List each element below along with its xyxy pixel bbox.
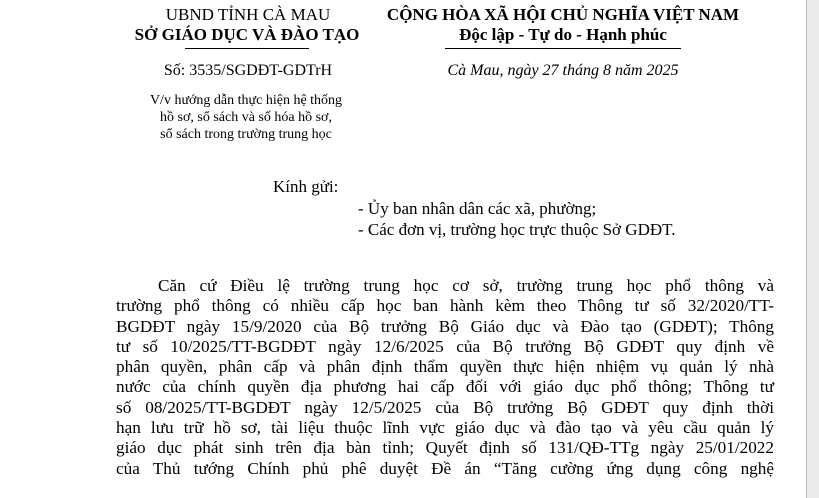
national-motto: Độc lập - Tự do - Hạnh phúc <box>459 25 667 44</box>
document-number: Số: 3535/SGDĐT-GDTrH <box>163 62 333 79</box>
national-title: CỘNG HÒA XÃ HỘI CHỦ NGHĨA VIỆT NAM <box>386 5 740 24</box>
body-line: hạn lưu trữ hồ sơ, tài liệu thuộc lĩnh vực giáo dục và đào tạo và yêu cầu quản lý <box>116 418 774 438</box>
subject-line: V/v hướng dẫn thực hiện hệ thống <box>149 93 343 108</box>
body-line: trường phổ thông có nhiều cấp học ban hành kèm theo Thông tư số 32/2020/TT- <box>116 296 774 316</box>
body-line: giáo dục phát sinh trên địa bàn tỉnh; Quyết định số 131/QĐ-TTg ngày 25/01/2022 <box>116 438 774 458</box>
body-line: của Thủ tướng Chính phủ phê duyệt Đề án “Tăng cường ứng dụng công nghệ <box>116 458 774 478</box>
department-underline <box>185 48 309 49</box>
body-line: nước của chính quyền địa phương hai cấp đối với giáo dục phổ thông; Thông tư <box>116 377 774 397</box>
motto-underline <box>445 48 681 49</box>
department-name: SỞ GIÁO DỤC VÀ ĐÀO TẠO <box>134 25 360 44</box>
viewer-gutter <box>807 0 819 498</box>
body-line: phân quyền, phân cấp và phân định thẩm quyền thực hiện nhiệm vụ quản lý nhà <box>116 357 774 377</box>
body-line: BGDĐT ngày 15/9/2020 của Bộ trưởng Bộ Giáo dục và Đào tạo (GDĐT); Thông <box>116 316 774 336</box>
body-paragraph <box>116 276 774 479</box>
recipient-item: - Các đơn vị, trường học trực thuộc Sở GDĐT. <box>358 220 676 239</box>
recipient-item: - Ủy ban nhân dân các xã, phường; <box>358 199 597 218</box>
subject-line: sổ sách trong trường trung học <box>160 127 332 142</box>
body-line: Căn cứ Điều lệ trường trung học cơ sở, trường trung học phổ thông và <box>158 276 774 295</box>
subject-line: hồ sơ, sổ sách và số hóa hồ sơ, <box>160 110 332 125</box>
body-line: tư số 10/2025/TT-BGDĐT ngày 12/6/2025 của Bộ trưởng Bộ GDĐT quy định về <box>116 336 774 356</box>
place-date: Cà Mau, ngày 27 tháng 8 năm 2025 <box>447 62 679 79</box>
recipients-label: Kính gửi: <box>273 177 339 196</box>
document-subject <box>150 92 342 143</box>
agency-name: UBND TỈNH CÀ MAU <box>165 5 331 24</box>
body-line: số 08/2025/TT-BGDĐT ngày 12/5/2025 của Bộ trưởng Bộ GDĐT quy định thời <box>116 397 774 417</box>
